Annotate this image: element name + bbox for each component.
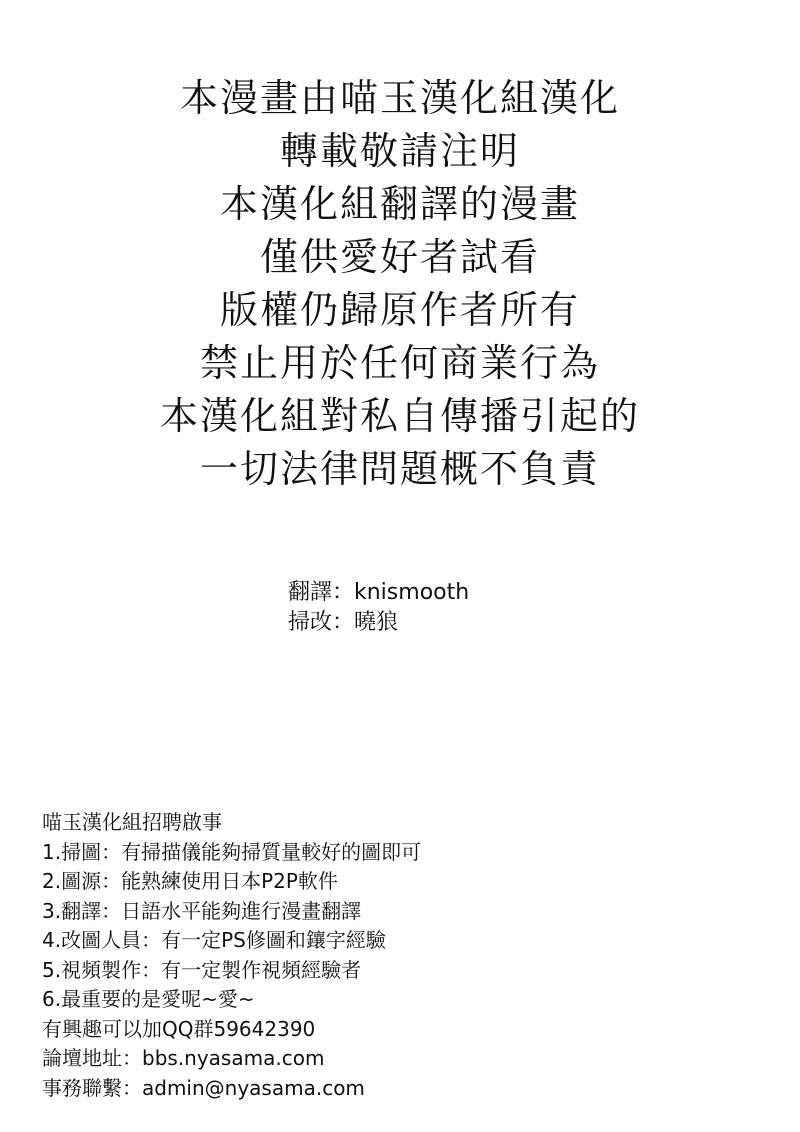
notice-line-6: 禁止用於任何商業行為 xyxy=(199,341,600,385)
editing-credit: 掃改：曉狼 xyxy=(288,610,399,635)
recruit-item-1: 1.掃圖：有掃描儀能夠掃質量較好的圖即可 xyxy=(42,839,422,864)
notice-line-7: 本漢化組對私自傳播引起的 xyxy=(159,394,640,438)
recruit-item-4: 4.改圖人員：有一定PS修圖和鑲字經驗 xyxy=(42,928,386,952)
notice-line-1: 本漫畫由喵玉漢化組漢化 xyxy=(179,76,620,120)
contact-email: 事務聯繫：admin@nyasama.com xyxy=(42,1075,365,1100)
copyright-notice xyxy=(0,72,800,496)
forum-address: 論壇地址：bbs.nyasama.com xyxy=(42,1046,325,1070)
notice-line-2: 轉載敬請注明 xyxy=(279,129,520,173)
notice-line-5: 版權仍歸原作者所有 xyxy=(219,288,580,332)
notice-line-4: 僅供愛好者試看 xyxy=(259,235,540,279)
recruit-title: 喵玉漢化組招聘啟事 xyxy=(42,810,222,834)
recruit-item-5: 5.視頻製作：有一定製作視頻經驗者 xyxy=(42,957,362,982)
recruit-item-6: 6.最重要的是愛呢~愛~ xyxy=(42,987,255,1011)
recruit-item-3: 3.翻譯：日語水平能夠進行漫畫翻譯 xyxy=(42,898,362,923)
credits xyxy=(288,578,469,638)
notice-line-8: 一切法律問題概不負責 xyxy=(199,447,600,491)
recruitment-notice xyxy=(42,808,421,1103)
translation-credit: 翻譯：knismooth xyxy=(288,580,470,605)
notice-line-3: 本漢化組翻譯的漫畫 xyxy=(219,182,580,226)
qq-group: 有興趣可以加QQ群59642390 xyxy=(42,1016,316,1041)
recruit-item-2: 2.圖源：能熟練使用日本P2P軟件 xyxy=(42,869,338,893)
